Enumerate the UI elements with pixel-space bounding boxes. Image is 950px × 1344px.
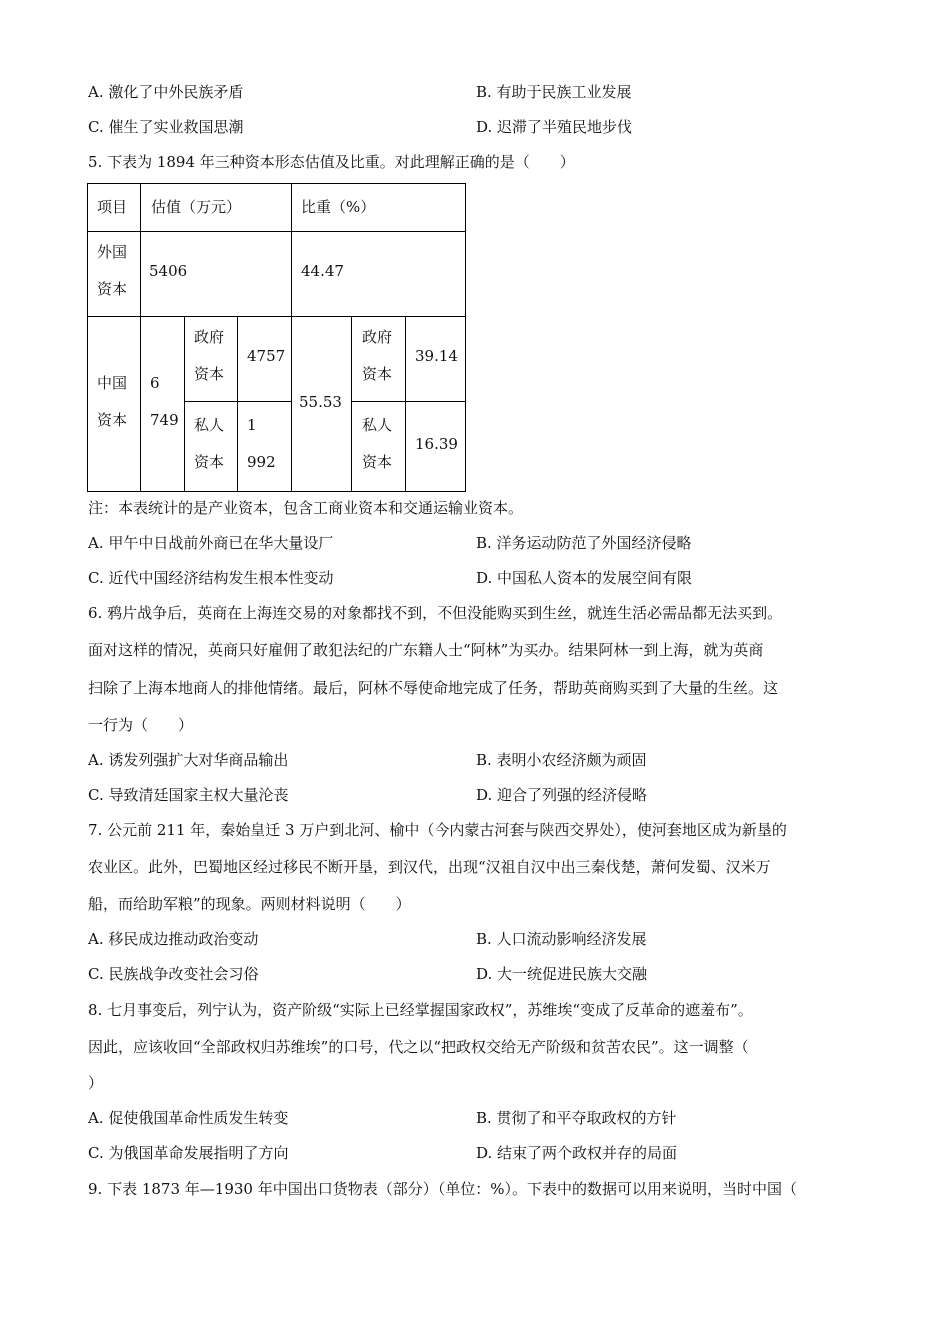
q7-line-1: 7. 公元前 211 年，秦始皇迁 3 万户到北河、榆中（今内蒙古河套与陕西交界处），使河套地区成为新垦的	[88, 821, 787, 839]
q5-stem: 5. 下表为 1894 年三种资本形态估值及比重。对此理解正确的是（ ）	[88, 153, 575, 171]
private-ratio-label-1: 私人	[362, 416, 393, 434]
china-label-1: 中国	[97, 374, 128, 392]
gov-ratio-label-1: 政府	[362, 328, 393, 346]
header-ratio: 比重（%）	[301, 198, 376, 216]
q5-option-d: D. 中国私人资本的发展空间有限	[476, 569, 693, 587]
q4-option-a: A. 激化了中外民族矛盾	[88, 83, 244, 101]
q5-note: 注：本表统计的是产业资本，包含工商业资本和交通运输业资本。	[88, 499, 524, 517]
q8-line-3: ）	[88, 1074, 104, 1092]
gov-label-1: 政府	[194, 328, 225, 346]
foreign-ratio: 44.47	[301, 262, 344, 280]
capital-table	[87, 183, 466, 492]
private-value-1: 1	[247, 416, 257, 434]
private-ratio: 16.39	[415, 435, 458, 453]
china-label-2: 资本	[97, 411, 128, 429]
q9-line-1: 9. 下表 1873 年—1930 年中国出口货物表（部分）（单位：%）。下表中的数据可以用来说明，当时中国（	[88, 1180, 797, 1198]
q4-option-c: C. 催生了实业救国思潮	[88, 118, 244, 136]
gov-ratio: 39.14	[415, 347, 458, 365]
q6-line-4: 一行为（ ）	[88, 716, 194, 734]
q7-option-a: A. 移民成边推动政治变动	[88, 930, 259, 948]
q7-line-3: 船，而给助军粮”的现象。两则材料说明（ ）	[88, 895, 411, 913]
china-value-1: 6	[150, 374, 160, 392]
q7-option-b: B. 人口流动影响经济发展	[476, 930, 647, 948]
foreign-label-1: 外国	[97, 243, 128, 261]
gov-value: 4757	[247, 347, 286, 365]
q8-line-2: 因此，应该收回“全部政权归苏维埃”的口号，代之以“把政权交给无产阶级和贫苦农民”。这一调整（	[88, 1038, 749, 1056]
q5-option-c: C. 近代中国经济结构发生根本性变动	[88, 569, 334, 587]
q8-line-1: 8. 七月事变后，列宁认为，资产阶级“实际上已经掌握国家政权”，苏维埃“变成了反革命的遮羞布”。	[88, 1001, 753, 1019]
gov-label-2: 资本	[194, 365, 225, 383]
private-ratio-label-2: 资本	[362, 453, 393, 471]
q6-option-a: A. 诱发列强扩大对华商品输出	[88, 751, 289, 769]
foreign-label-2: 资本	[97, 280, 128, 298]
q6-option-c: C. 导致清廷国家主权大量沦丧	[88, 786, 289, 804]
header-value: 估值（万元）	[151, 198, 242, 216]
gov-ratio-label-2: 资本	[362, 365, 393, 383]
foreign-value: 5406	[149, 262, 188, 280]
q8-option-c: C. 为俄国革命发展指明了方向	[88, 1144, 289, 1162]
q6-option-b: B. 表明小农经济颇为顽固	[476, 751, 647, 769]
q5-option-a: A. 甲午中日战前外商已在华大量设厂	[88, 534, 334, 552]
q7-line-2: 农业区。此外，巴蜀地区经过移民不断开垦，到汉代，出现“汉祖自汉中出三秦伐楚，萧何发蜀、汉米万	[88, 858, 771, 876]
header-item: 项目	[97, 198, 128, 216]
q8-option-d: D. 结束了两个政权并存的局面	[476, 1144, 678, 1162]
china-ratio: 55.53	[299, 393, 342, 411]
q7-option-d: D. 大一统促进民族大交融	[476, 965, 648, 983]
q4-option-b: B. 有助于民族工业发展	[476, 83, 632, 101]
private-label-2: 资本	[194, 453, 225, 471]
china-value-2: 749	[150, 411, 179, 429]
private-label-1: 私人	[194, 416, 225, 434]
q4-option-d: D. 迟滞了半殖民地步伐	[476, 118, 633, 136]
q6-option-d: D. 迎合了列强的经济侵略	[476, 786, 648, 804]
private-value-2: 992	[247, 453, 276, 471]
q6-line-2: 面对这样的情况，英商只好雇佣了敢犯法纪的广东籍人士“阿林”为买办。结果阿林一到上海，就为英商	[88, 641, 764, 659]
q6-line-1: 6. 鸦片战争后，英商在上海连交易的对象都找不到，不但没能购买到生丝，就连生活必需品都无法买到。	[88, 604, 783, 622]
q7-option-c: C. 民族战争改变社会习俗	[88, 965, 259, 983]
q6-line-3: 扫除了上海本地商人的排他情绪。最后，阿林不辱使命地完成了任务，帮助英商购买到了大量的生丝。这	[88, 679, 779, 697]
q8-option-a: A. 促使俄国革命性质发生转变	[88, 1109, 289, 1127]
q5-option-b: B. 洋务运动防范了外国经济侵略	[476, 534, 692, 552]
q8-option-b: B. 贯彻了和平夺取政权的方针	[476, 1109, 677, 1127]
